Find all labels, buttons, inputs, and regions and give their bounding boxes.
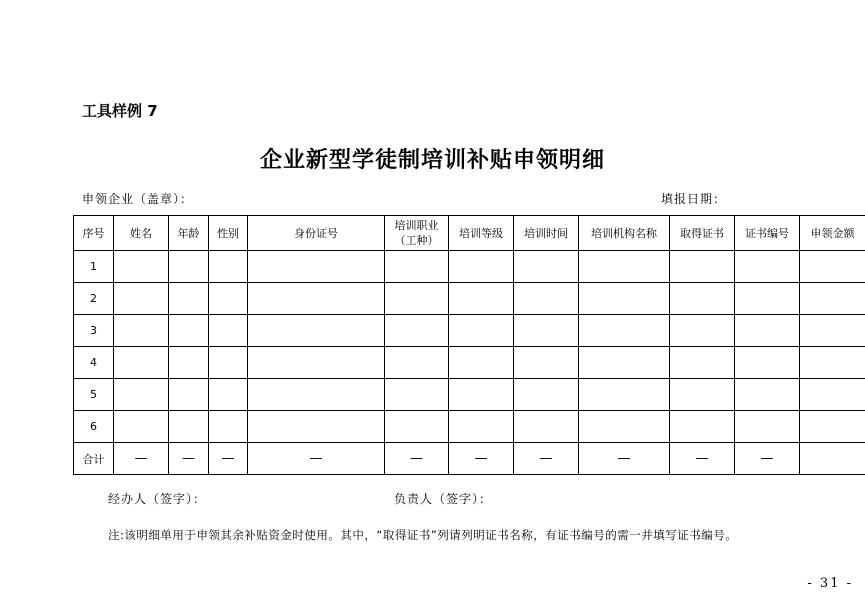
cell xyxy=(579,379,670,411)
total-dash: — xyxy=(735,443,800,475)
row-number: 6 xyxy=(74,411,114,443)
cell xyxy=(209,251,248,283)
cell xyxy=(735,411,800,443)
cell xyxy=(114,251,169,283)
cell xyxy=(209,411,248,443)
cell xyxy=(449,251,514,283)
cell xyxy=(735,379,800,411)
total-label: 合计 xyxy=(74,443,114,475)
cell xyxy=(514,379,579,411)
cell xyxy=(248,411,385,443)
total-dash: — xyxy=(670,443,735,475)
subsidy-detail-table xyxy=(73,215,865,475)
cell xyxy=(114,315,169,347)
cell xyxy=(169,315,209,347)
footnote: 注:该明细单用于申领其余补贴资金时使用。其中，“取得证书”列请列明证书名称，有证书编号的需一并填写证书编号。 xyxy=(108,528,738,542)
total-dash: — xyxy=(385,443,449,475)
total-dash: — xyxy=(449,443,514,475)
cell xyxy=(735,347,800,379)
total-row xyxy=(74,443,865,475)
cell xyxy=(670,379,735,411)
cell xyxy=(800,251,865,283)
header-id-number: 身份证号 xyxy=(248,216,385,251)
cell xyxy=(169,283,209,315)
cell xyxy=(169,379,209,411)
total-dash: — xyxy=(514,443,579,475)
header-gender: 性别 xyxy=(209,216,248,251)
cell xyxy=(385,347,449,379)
cell xyxy=(579,315,670,347)
cell xyxy=(735,251,800,283)
cell xyxy=(209,283,248,315)
cell xyxy=(248,283,385,315)
row-number: 4 xyxy=(74,347,114,379)
responsible-signature-label: 负责人（签字）： xyxy=(394,492,493,506)
row-number: 5 xyxy=(74,379,114,411)
cell xyxy=(670,411,735,443)
cell xyxy=(735,283,800,315)
header-training-occupation: 培训职业 （工种） xyxy=(385,216,449,251)
row-number: 3 xyxy=(74,315,114,347)
table-row xyxy=(74,347,865,379)
cell xyxy=(579,347,670,379)
cell xyxy=(248,347,385,379)
cell xyxy=(248,379,385,411)
cell xyxy=(514,411,579,443)
header-certificate-number: 证书编号 xyxy=(735,216,800,251)
cell xyxy=(209,315,248,347)
total-dash: — xyxy=(114,443,169,475)
header-training-level: 培训等级 xyxy=(449,216,514,251)
cell xyxy=(800,411,865,443)
header-certificate: 取得证书 xyxy=(670,216,735,251)
total-dash: — xyxy=(169,443,209,475)
cell xyxy=(579,251,670,283)
cell xyxy=(800,315,865,347)
fill-date-label: 填报日期： xyxy=(661,192,727,206)
cell xyxy=(385,251,449,283)
cell xyxy=(248,315,385,347)
cell xyxy=(114,283,169,315)
table-row xyxy=(74,283,865,315)
cell xyxy=(670,315,735,347)
row-number: 2 xyxy=(74,283,114,315)
total-dash: — xyxy=(248,443,385,475)
row-number: 1 xyxy=(74,251,114,283)
header-training-time: 培训时间 xyxy=(514,216,579,251)
table-row xyxy=(74,411,865,443)
table-row xyxy=(74,379,865,411)
cell xyxy=(800,283,865,315)
cell xyxy=(449,347,514,379)
applicant-enterprise-label: 申领企业（盖章）： xyxy=(82,192,194,206)
cell xyxy=(449,379,514,411)
cell xyxy=(449,283,514,315)
cell xyxy=(514,347,579,379)
cell xyxy=(514,315,579,347)
header-seq: 序号 xyxy=(74,216,114,251)
table-row xyxy=(74,251,865,283)
cell xyxy=(385,379,449,411)
cell xyxy=(579,411,670,443)
cell xyxy=(514,283,579,315)
total-dash: — xyxy=(579,443,670,475)
cell xyxy=(449,411,514,443)
cell xyxy=(385,283,449,315)
cell xyxy=(670,251,735,283)
total-dash: — xyxy=(209,443,248,475)
cell xyxy=(114,347,169,379)
cell xyxy=(209,347,248,379)
header-training-institution: 培训机构名称 xyxy=(579,216,670,251)
cell xyxy=(385,315,449,347)
header-name: 姓名 xyxy=(114,216,169,251)
cell xyxy=(670,347,735,379)
cell xyxy=(800,347,865,379)
cell xyxy=(735,315,800,347)
cell xyxy=(248,251,385,283)
cell xyxy=(449,315,514,347)
cell xyxy=(209,379,248,411)
header-amount: 申领金额 xyxy=(800,216,865,251)
cell xyxy=(169,347,209,379)
cell xyxy=(169,411,209,443)
total-amount xyxy=(800,443,865,475)
header-age: 年龄 xyxy=(169,216,209,251)
cell xyxy=(800,379,865,411)
cell xyxy=(579,283,670,315)
sample-heading: 工具样例 7 xyxy=(82,102,158,120)
cell xyxy=(169,251,209,283)
cell xyxy=(114,411,169,443)
header-row xyxy=(74,216,865,251)
page-number: - 31 - xyxy=(807,576,853,591)
cell xyxy=(514,251,579,283)
table-row xyxy=(74,315,865,347)
handler-signature-label: 经办人（签字）： xyxy=(108,492,207,506)
cell xyxy=(385,411,449,443)
form-title: 企业新型学徒制培训补贴申领明细 xyxy=(259,147,605,173)
cell xyxy=(670,283,735,315)
cell xyxy=(114,379,169,411)
